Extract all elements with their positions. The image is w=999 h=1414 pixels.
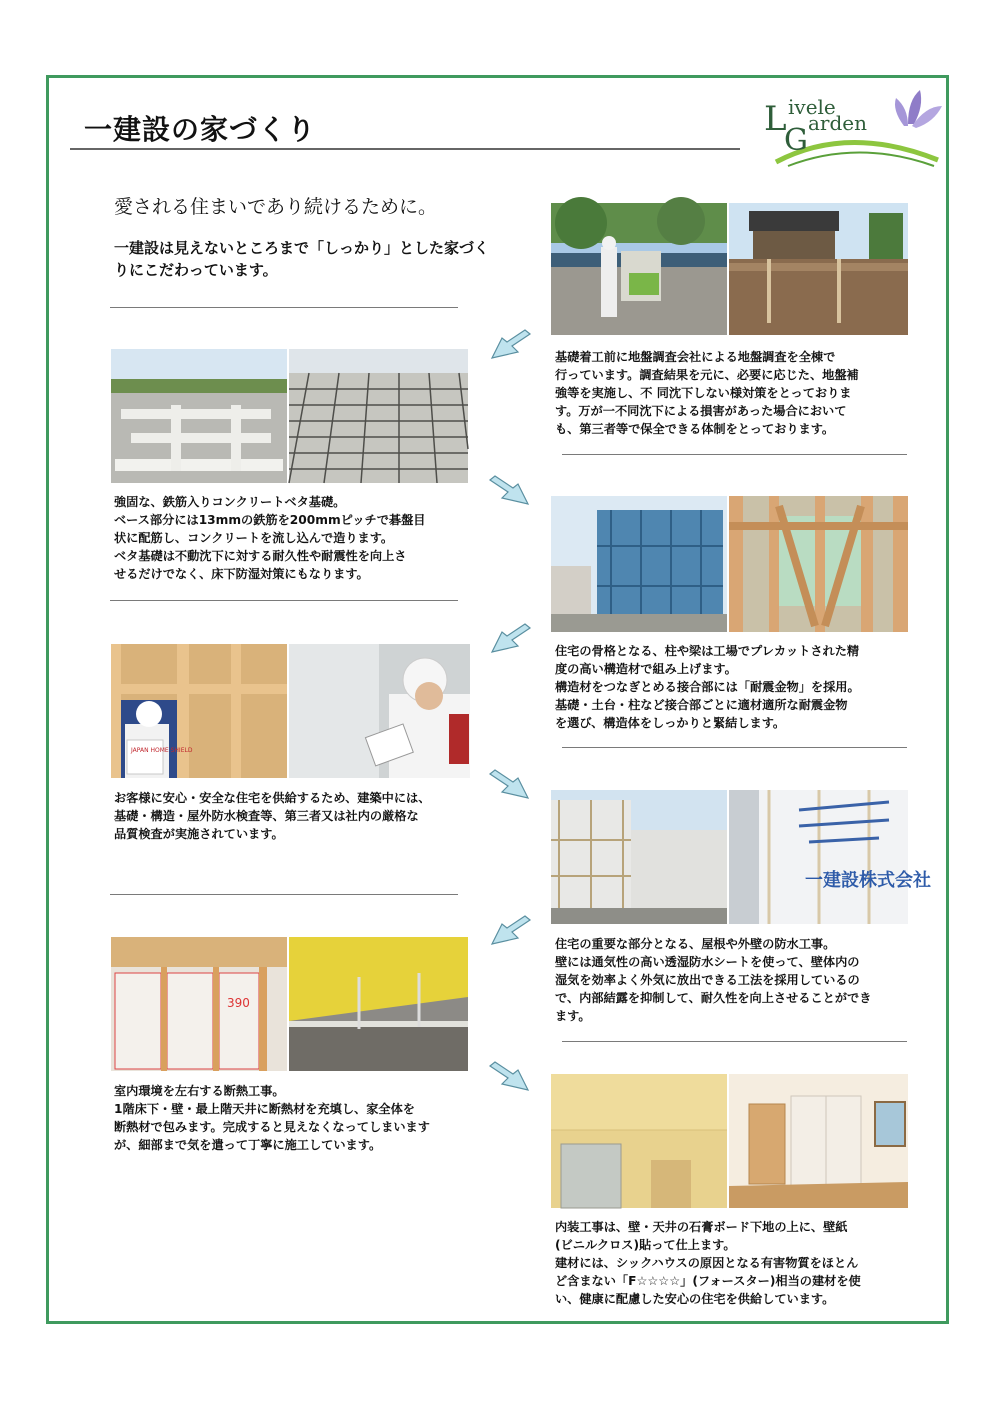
divider — [562, 1041, 907, 1042]
intro-text: 一建設は見えないところまで「しっかり」とした家づくりにこだわっています。 — [114, 239, 490, 279]
helmet-badge-label: JAPAN HOME SHIELD — [131, 747, 193, 754]
scaffolded-houses-photo — [551, 790, 727, 924]
divider — [562, 747, 907, 748]
step-1-text: 基礎着工前に地盤調査会社による地盤調査を全棟で 行っています。調査結果を元に、必要に応じた、地盤補 強等を実施し、不 同沈下しない様対策をとっておりま す。万が一不同沈下による損害があった場合において も、第三者等で保全できる体制をとっております。 — [555, 350, 859, 436]
arrow-down-right-icon — [488, 476, 530, 508]
step-7-text: 内装工事は、壁・天井の石膏ボード下地の上に、壁紙 (ビニルクロス)貼って仕上ます。 建材には、シックハウスの原因となる有害物質をほとん ど含まない「F☆☆☆☆」(フォースター)相当の建材を使 い、健康に配慮した安心の住宅を供給しています。 — [555, 1220, 861, 1306]
livele-garden-logo — [758, 84, 944, 174]
finished-room-photo — [551, 1074, 727, 1208]
wall-insulation-photo — [111, 937, 287, 1071]
tagline: 愛される住まいであり続けるために。 — [114, 196, 438, 218]
divider — [110, 600, 458, 601]
svg-text:ivele: ivele — [788, 95, 836, 119]
ceiling-insulation-photo — [289, 937, 468, 1071]
title-underline — [70, 148, 740, 150]
arrow-down-right-icon — [488, 770, 530, 802]
step-6-text: 室内環境を左右する断熱工事。 1階床下・壁・最上階天井に断熱材を充填し、家全体を 断熱材で包みます。完成すると見えなくなってしまいます が、細部まで気を遣って丁寧に施工しています。 — [114, 1084, 430, 1152]
divider — [110, 894, 458, 895]
page-title: 一建設の家づくり — [84, 113, 317, 146]
vacant-lot-photo — [729, 203, 908, 335]
step-4-text: お客様に安心・安全な住宅を供給するため、建築中には、 基礎・構造・屋外防水検査等、第三者又は社内の厳格な 品質検査が実施されています。 — [114, 791, 431, 841]
framing-exterior-photo — [551, 496, 727, 632]
arrow-down-left-icon — [490, 916, 532, 948]
sheet-company-label: 一建設株式会社 — [805, 870, 931, 891]
divider — [562, 454, 907, 455]
arrow-down-right-icon — [488, 1062, 530, 1094]
arrow-down-left-icon — [490, 624, 532, 656]
inspector-clipboard-photo — [289, 644, 470, 778]
insulation-mark-label: 390 — [227, 996, 250, 1010]
framing-interior-photo — [729, 496, 908, 632]
ground-survey-photo — [551, 203, 727, 335]
waterproof-sheet-photo — [729, 790, 931, 924]
step-2-text: 強固な、鉄筋入りコンクリートベタ基礎。 ベース部分には13mmの鉄筋を200mmピッチで碁盤目 状に配筋し、コンクリートを流し込んで造ります。 ベタ基礎は不動沈下に対する耐久性や耐震性を向上さ せるだけでなく、床下防湿対策にもなります。 — [114, 495, 426, 581]
divider — [110, 307, 458, 308]
svg-text:G: G — [784, 123, 808, 158]
foundation-photo — [111, 349, 287, 483]
svg-text:L: L — [764, 99, 787, 139]
rebar-grid-photo — [289, 349, 468, 483]
closet-room-photo — [729, 1074, 908, 1208]
inspector-interior-photo — [111, 644, 287, 778]
svg-text:arden: arden — [808, 111, 868, 135]
step-5-text: 住宅の重要な部分となる、屋根や外壁の防水工事。 壁には通気性の高い透湿防水シートを使って、壁体内の 湿気を効率よく外気に放出できる工法を採用しているの で、内部結露を抑制して、耐久性を向上させることができ ます。 — [555, 937, 872, 1023]
arrow-down-left-icon — [490, 330, 532, 362]
step-3-text: 住宅の骨格となる、柱や梁は工場でプレカットされた精 度の高い構造材で組み上げます。 構造材をつなぎとめる接合部には「耐震金物」を採用。 基礎・土台・柱など接合部ごとに適材適所な耐震金物 を選び、構造体をしっかりと緊結します。 — [555, 644, 860, 730]
